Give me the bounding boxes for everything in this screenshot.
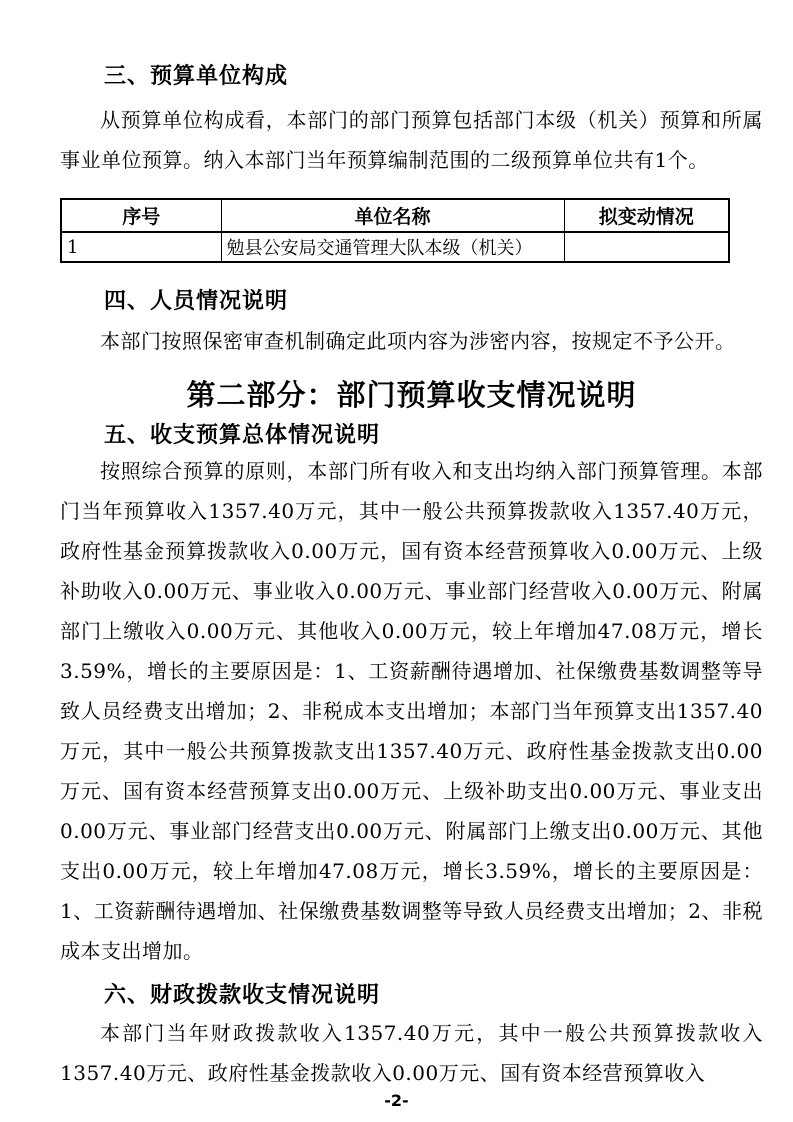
table-cell-change xyxy=(564,232,729,262)
section5-paragraph: 按照综合预算的原则，本部门所有收入和支出均纳入部门预算管理。本部门当年预算收入1357.40万元，其中一般公共预算拨款收入1357.40万元，政府性基金预算拨款收入0.00万元，国有资本经营预算收入0.00万元、上级补助收入0.00万元、事业收入0.00万元、事业部门经营收入0.00万元、附属部门上缴收入0.00万元、其他收入0.00万元，较上年增加47.08万元，增长3.59%，增长的主要原因是：1、工资薪酬待遇增加、社保缴费基数调整等导致人员经费支出增加；2、非税成本支出增加；本部门当年预算支出1357.40万元，其中一般公共预算拨款支出1357.40万元、政府性基金拨款支出0.00万元、国有资本经营预算支出0.00万元、上级补助支出0.00万元、事业支出0.00万元、事业部门经营支出0.00万元、附属部门上缴支出0.00万元、其他支出0.00万元，较上年增加47.08万元，增长3.59%，增长的主要原因是：1、工资薪酬待遇增加、社保缴费基数调整等导致人员经费支出增加；2、非税成本支出增加。 xyxy=(60,459,763,963)
table-header-unit-name: 单位名称 xyxy=(221,199,564,232)
page-number: -2- xyxy=(384,1091,409,1110)
table-header-row xyxy=(61,199,729,232)
section3-paragraph: 从预算单位构成看，本部门的部门预算包括部门本级（机关）预算和所属事业单位预算。纳入本部门当年预算编制范围的二级预算单位共有1个。 xyxy=(60,108,763,172)
table-cell-unit-name: 勉县公安局交通管理大队本级（机关） xyxy=(221,232,564,262)
table-row xyxy=(61,232,729,262)
table-header-change: 拟变动情况 xyxy=(564,199,729,232)
section5-heading: 五、收支预算总体情况说明 xyxy=(104,423,381,448)
section4-paragraph: 本部门按照保密审查机制确定此项内容为涉密内容，按规定不予公开。 xyxy=(100,329,736,353)
table-cell-seq: 1 xyxy=(61,232,221,262)
table-header-seq: 序号 xyxy=(61,199,221,232)
budget-units-table xyxy=(60,198,730,263)
section6-heading: 六、财政拨款收支情况说明 xyxy=(104,983,381,1008)
section6-paragraph: 本部门当年财政拨款收入1357.40万元，其中一般公共预算拨款收入1357.40万元、政府性基金拨款收入0.00万元、国有资本经营预算收入 xyxy=(60,1021,763,1085)
part2-title: 第二部分：部门预算收支情况说明 xyxy=(186,378,637,412)
section3-heading: 三、预算单位构成 xyxy=(104,64,289,89)
section4-heading: 四、人员情况说明 xyxy=(104,289,289,314)
